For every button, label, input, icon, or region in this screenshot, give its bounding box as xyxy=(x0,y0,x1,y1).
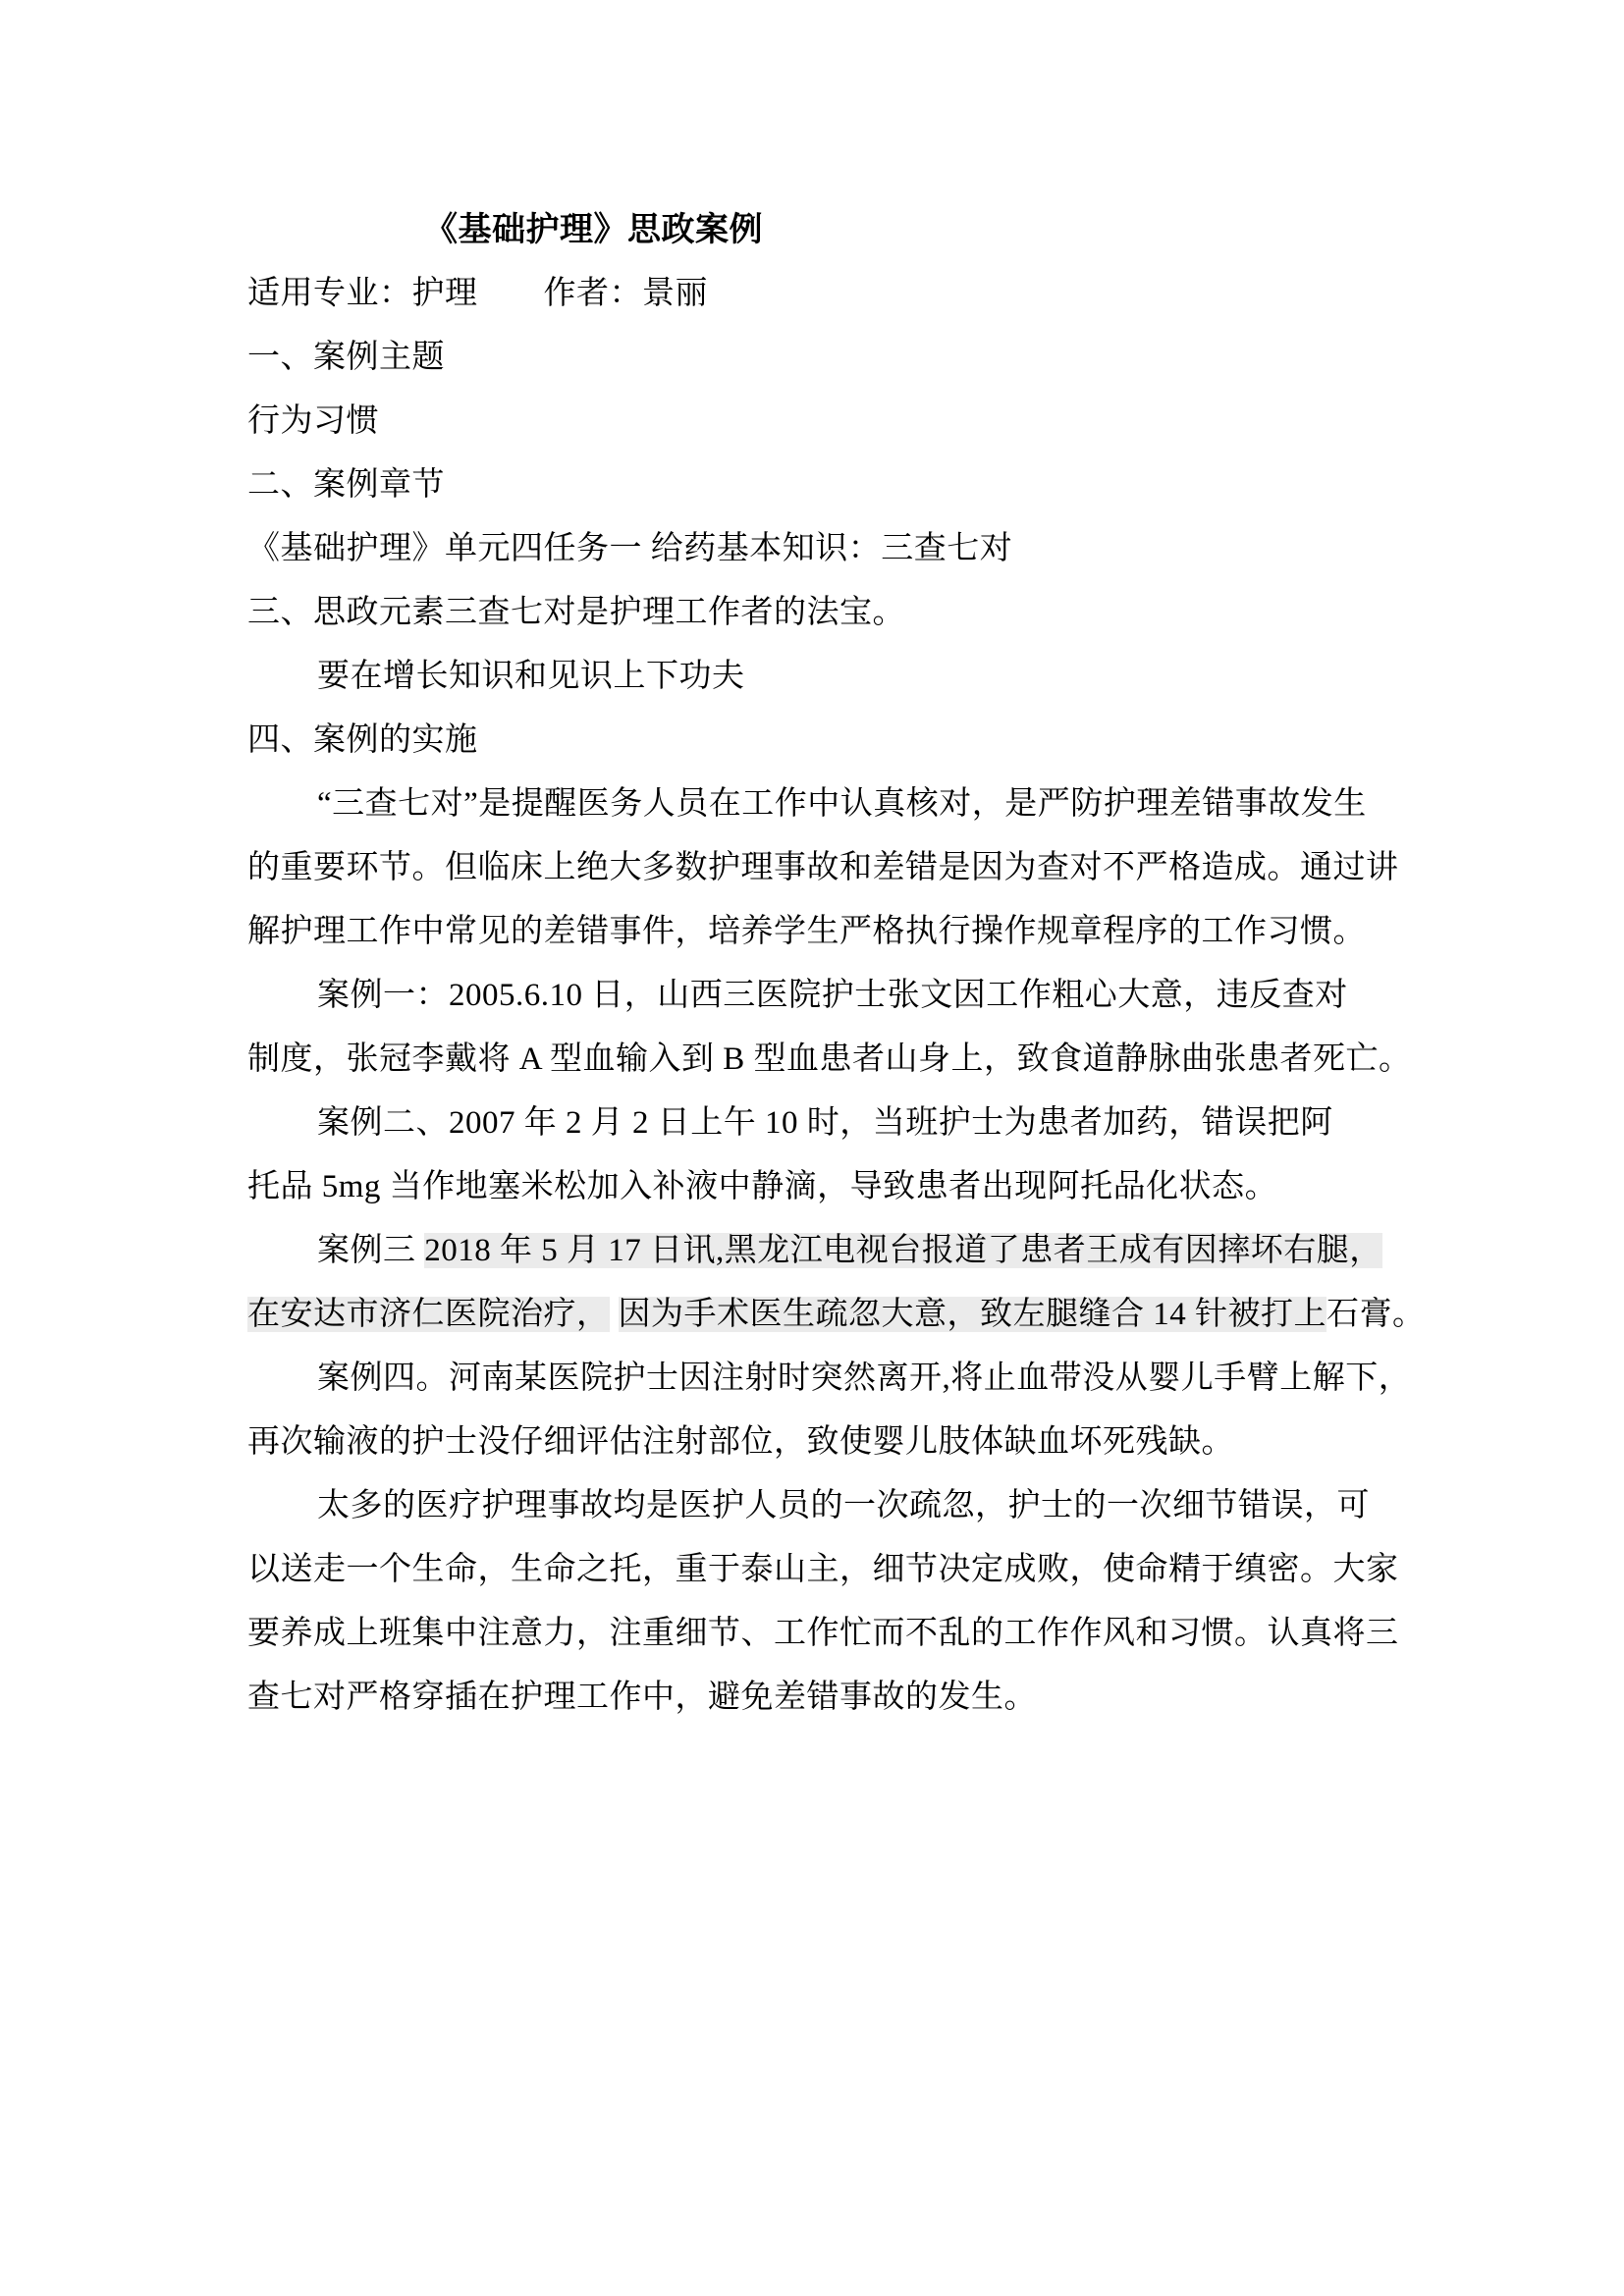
case4-line1: 案例四。河南某医院护士因注射时突然离开,将止血带没从婴儿手臂上解下， xyxy=(317,1361,1412,1396)
document-page xyxy=(247,198,1426,1730)
section3-body: 要在增长知识和见识上下功夫 xyxy=(317,659,745,694)
paragraph1-line3: 解护理工作中常见的差错事件，培养学生严格执行操作规章程序的工作习惯。 xyxy=(247,914,1366,949)
case2-line2: 托品 5mg 当作地塞米松加入补液中静滴，导致患者出现阿托品化状态。 xyxy=(247,1169,1278,1204)
paragraph2-line3: 要养成上班集中注意力，注重细节、工作忙而不乱的工作作风和习惯。认真将三 xyxy=(247,1616,1399,1651)
case4-line2: 再次输液的护士没仔细评估注射部位，致使婴儿肢体缺血坏死残缺。 xyxy=(247,1424,1234,1460)
section2-body: 《基础护理》单元四任务一 给药基本知识：三查七对 xyxy=(247,531,1013,566)
case1-line2: 制度，张冠李戴将 A 型血输入到 B 型血患者山身上，致食道静脉曲张患者死亡。 xyxy=(247,1041,1412,1077)
paragraph1-line2: 的重要环节。但临床上绝大多数护理事故和差错是因为查对不严格造成。通过讲 xyxy=(247,850,1399,885)
case3-line1 xyxy=(247,1219,1396,1283)
case3-line1-highlighted-text: 2018 年 5 月 17 日讯,黑龙江电视台报道了患者王成有因摔坏右腿， xyxy=(424,1233,1382,1268)
section1-heading: 一、案例主题 xyxy=(247,340,445,375)
section2-heading: 二、案例章节 xyxy=(247,467,445,503)
paragraph2-line2: 以送走一个生命，生命之托，重于泰山主，细节决定成败，使命精于缜密。大家 xyxy=(247,1552,1399,1587)
section4-heading: 四、案例的实施 xyxy=(247,722,478,758)
case3-line1-plain-text: 案例三 xyxy=(317,1233,425,1268)
case3-line2-plain-text: 石膏。 xyxy=(1326,1297,1426,1332)
case2-line1: 案例二、2007 年 2 月 2 日上午 10 时，当班护士为患者加药，错误把阿 xyxy=(317,1105,1333,1141)
paragraph2-line4: 查七对严格穿插在护理工作中，避免差错事故的发生。 xyxy=(247,1680,1037,1715)
document-title: 《基础护理》思政案例 xyxy=(424,212,763,248)
section1-body: 行为习惯 xyxy=(247,403,379,439)
case3-line2-highlighted-text-2: 因为手术医生疏忽大意，致左腿缝合 14 针被打上 xyxy=(618,1297,1326,1332)
case3-line2 xyxy=(247,1283,1426,1347)
meta-line: 适用专业：护理 作者：景丽 xyxy=(247,276,708,311)
paragraph2-line1: 太多的医疗护理事故均是医护人员的一次疏忽，护士的一次细节错误，可 xyxy=(317,1488,1370,1523)
case1-line1: 案例一：2005.6.10 日，山西三医院护士张文因工作粗心大意，违反查对 xyxy=(317,978,1348,1013)
section3-heading: 三、思政元素三查七对是护理工作者的法宝。 xyxy=(247,595,905,630)
paragraph1-line1: “三查七对”是提醒医务人员在工作中认真核对，是严防护理差错事故发生 xyxy=(317,786,1367,822)
case3-line2-highlighted-text-1: 在安达市济仁医院治疗， xyxy=(247,1297,610,1332)
